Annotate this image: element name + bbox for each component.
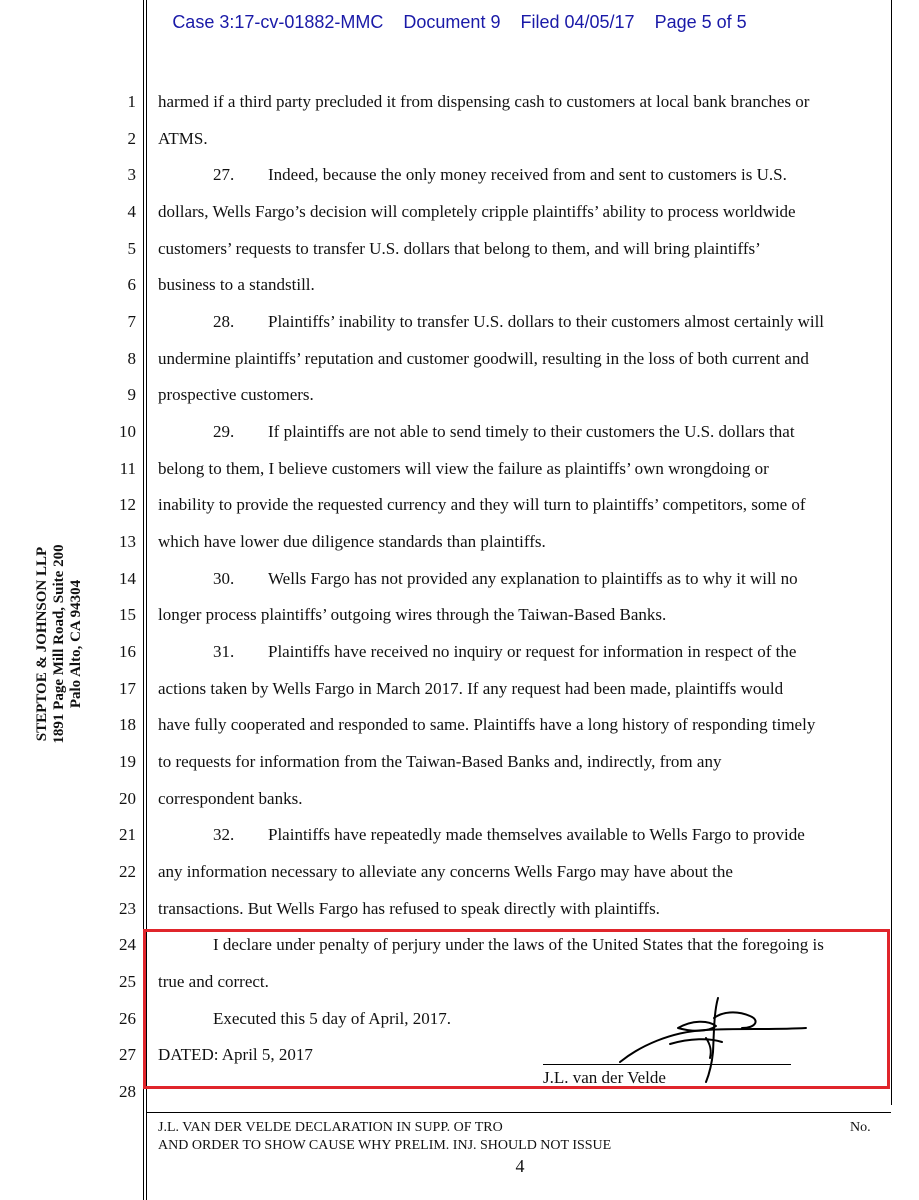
paragraph-32-start: [213, 825, 805, 845]
line-number: 25: [119, 972, 136, 991]
line-number: 17: [119, 679, 136, 698]
line-number: 8: [127, 349, 136, 368]
paragraph-28-start: [213, 312, 824, 332]
line-number: 22: [119, 862, 136, 881]
text-line: If plaintiffs are not able to send timely to their customers the U.S. dollars that: [268, 422, 795, 441]
text-line: prospective customers.: [158, 385, 314, 404]
text-line: transactions. But Wells Fargo has refused to speak directly with plaintiffs.: [158, 899, 660, 918]
text-line: undermine plaintiffs’ reputation and customer goodwill, resulting in the loss of both current and: [158, 349, 809, 368]
page-number: 4: [515, 1156, 525, 1176]
text-line: customers’ requests to transfer U.S. dollars that belong to them, and will bring plaintiffs’: [158, 239, 761, 258]
filed-date: Filed 04/05/17: [520, 12, 635, 32]
ecf-header: [0, 12, 919, 33]
line-number: 9: [127, 385, 136, 404]
line-number: 15: [119, 605, 136, 624]
line-number: 13: [119, 532, 136, 551]
signatory-name: J.L. van der Velde: [543, 1068, 666, 1087]
text-line: Indeed, because the only money received from and sent to customers is U.S.: [268, 165, 787, 184]
text-line: business to a standstill.: [158, 275, 315, 294]
line-number: 5: [127, 239, 136, 258]
text-line: inability to provide the requested currency and they will turn to plaintiffs’ competitors, some of: [158, 495, 806, 514]
executed-line: Executed this 5 day of April, 2017.: [213, 1009, 451, 1028]
line-number: 4: [127, 202, 136, 221]
line-number: 3: [127, 165, 136, 184]
text-line: any information necessary to alleviate any concerns Wells Fargo may have about the: [158, 862, 733, 881]
paragraph-number: 32.: [213, 825, 235, 844]
text-line: ATMS.: [158, 129, 208, 148]
paragraph-number: 29.: [213, 422, 235, 441]
case-number: Case 3:17-cv-01882-MMC: [172, 12, 384, 32]
page-indicator: Page 5 of 5: [654, 12, 747, 32]
text-line: true and correct.: [158, 972, 269, 991]
paragraph-30-start: [213, 569, 798, 589]
dated-line: DATED: April 5, 2017: [158, 1045, 313, 1064]
firm-address-1: 1891 Page Mill Road, Suite 200: [51, 544, 67, 744]
line-number: 11: [119, 459, 136, 478]
line-number: 14: [119, 569, 136, 588]
text-line: harmed if a third party precluded it from dispensing cash to customers at local bank branches or: [158, 92, 810, 111]
line-number: 26: [119, 1009, 136, 1028]
paragraph-number: 27.: [213, 165, 235, 184]
right-margin-rule: [891, 0, 892, 1105]
paragraph-number: 28.: [213, 312, 235, 331]
paragraph-number: 31.: [213, 642, 235, 661]
text-line: have fully cooperated and responded to same. Plaintiffs have a long history of responding timely: [158, 715, 816, 734]
line-number: 10: [119, 422, 136, 441]
line-number: 23: [119, 899, 136, 918]
paragraph-number: 30.: [213, 569, 235, 588]
footer-rule: [146, 1112, 891, 1113]
line-number: 18: [119, 715, 136, 734]
line-number: 24: [119, 935, 136, 954]
declaration-line: I declare under penalty of perjury under the laws of the United States that the foregoing is: [213, 935, 824, 954]
text-line: to requests for information from the Taiwan-Based Banks and, indirectly, from any: [158, 752, 722, 771]
line-number: 2: [127, 129, 136, 148]
text-line: Wells Fargo has not provided any explanation to plaintiffs as to why it will no: [268, 569, 798, 588]
line-number: 21: [119, 825, 136, 844]
signature-line: [543, 1064, 791, 1065]
firm-name: STEPTOE & JOHNSON LLP: [34, 546, 50, 742]
footer-case-no-label: No.: [850, 1120, 871, 1135]
line-number: 28: [119, 1082, 136, 1101]
paragraph-29-start: [213, 422, 795, 442]
text-line: Plaintiffs’ inability to transfer U.S. dollars to their customers almost certainly will: [268, 312, 825, 331]
line-number: 19: [119, 752, 136, 771]
firm-address-2: Palo Alto, CA 94304: [68, 579, 84, 709]
line-number: 7: [127, 312, 136, 331]
text-line: dollars, Wells Fargo’s decision will completely cripple plaintiffs’ ability to process worldwide: [158, 202, 796, 221]
firm-block: [34, 464, 94, 824]
line-number: 1: [127, 92, 136, 111]
line-number: 27: [119, 1045, 136, 1064]
text-line: Plaintiffs have received no inquiry or request for information in respect of the: [268, 642, 797, 661]
footer-caption-line-2: AND ORDER TO SHOW CAUSE WHY PRELIM. INJ. SHOULD NOT ISSUE: [158, 1138, 612, 1153]
paragraph-31-start: [213, 642, 796, 662]
text-line: which have lower due diligence standards than plaintiffs.: [158, 532, 546, 551]
text-line: longer process plaintiffs’ outgoing wires through the Taiwan-Based Banks.: [158, 605, 667, 624]
line-number: 6: [127, 275, 136, 294]
document-number: Document 9: [403, 12, 501, 32]
text-line: correspondent banks.: [158, 789, 303, 808]
text-line: actions taken by Wells Fargo in March 2017. If any request had been made, plaintiffs would: [158, 679, 784, 698]
text-line: belong to them, I believe customers will view the failure as plaintiffs’ own wrongdoing or: [158, 459, 769, 478]
line-number: 16: [119, 642, 136, 661]
footer-caption-line-1: J.L. VAN DER VELDE DECLARATION IN SUPP. OF TRO: [158, 1120, 503, 1135]
paragraph-27-start: [213, 165, 787, 185]
line-number: 20: [119, 789, 136, 808]
text-line: Plaintiffs have repeatedly made themselves available to Wells Fargo to provide: [268, 825, 805, 844]
line-number: 12: [119, 495, 136, 514]
